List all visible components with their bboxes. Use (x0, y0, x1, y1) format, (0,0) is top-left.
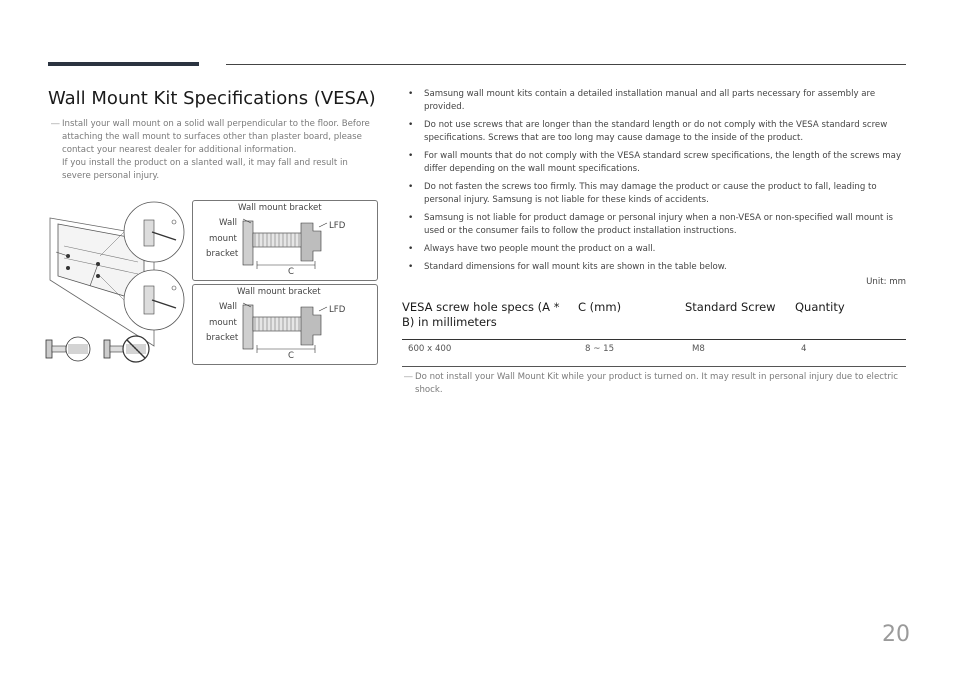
page-title: Wall Mount Kit Specifications (VESA) (48, 88, 376, 109)
list-item: • Standard dimensions for wall mount kits are shown in the table below. (402, 261, 908, 274)
screw-detail-box-top (192, 200, 378, 281)
note-line: severe personal injury. (62, 171, 160, 181)
table-cell-screw: M8 (692, 344, 705, 354)
note-dash: ― (404, 372, 413, 382)
note-line: If you install the product on a slanted wall, it may fall and result in (62, 158, 348, 168)
bracket-header: Wall mount bracket (238, 203, 322, 213)
bottom-note (404, 371, 909, 397)
list-item: • Do not use screws that are longer than the standard length or do not comply with the VESA standard screw specifications. Screws that are too long may cause damage to the inside of the product. (402, 119, 908, 145)
c-dimension-label: C (288, 351, 295, 361)
page-number: 20 (882, 622, 910, 647)
table-header-rule (402, 339, 906, 340)
c-dimension-label: C (288, 267, 295, 277)
note-line: contact your nearest dealer for additional information. (62, 145, 297, 155)
note-line: Install your wall mount on a solid wall perpendicular to the floor. Before (62, 119, 370, 129)
screw-ok-icon (44, 336, 94, 362)
screw-diagram (237, 297, 333, 355)
section-rule-accent (48, 62, 199, 66)
bracket-side-label: Wall (219, 302, 237, 312)
section-rule (226, 64, 906, 65)
lfd-label: LFD (329, 221, 346, 231)
left-note (51, 118, 382, 183)
unit-label: Unit: mm (866, 277, 906, 287)
precautions-list (402, 88, 908, 279)
screw-prohibited-icon (102, 334, 152, 364)
list-item: • Do not fasten the screws too firmly. This may damage the product or cause the product to fall, leading to personal injury. Samsung is not liable for these kinds of accidents. (402, 181, 908, 207)
screw-detail-box-bottom (192, 284, 378, 365)
note-line: attaching the wall mount to surfaces other than plaster board, please (62, 132, 362, 142)
bracket-side-label: mount (209, 318, 237, 328)
table-header-screw: Standard Screw (685, 300, 776, 314)
table-header-vesa: VESA screw hole specs (A * B) in millimeters (402, 300, 560, 329)
bracket-side-label: bracket (206, 249, 239, 259)
lfd-label: LFD (329, 305, 346, 315)
table-cell-quantity: 4 (801, 344, 807, 354)
table-cell-c: 8 ~ 15 (585, 344, 615, 354)
note-dash: ― (51, 119, 60, 129)
table-cell-vesa: 600 x 400 (408, 344, 452, 354)
list-item: • For wall mounts that do not comply with the VESA standard screw specifications, the length of the screws may differ depending on the wall mount specifications. (402, 150, 908, 176)
bracket-header: Wall mount bracket (237, 287, 321, 297)
note-text: Do not install your Wall Mount Kit while your product is turned on. It may result in personal injury due to electric shock. (415, 372, 898, 395)
table-header-c: C (mm) (578, 300, 622, 314)
list-item: • Always have two people mount the product on a wall. (402, 243, 908, 256)
bracket-side-label: bracket (206, 333, 239, 343)
screw-diagram (237, 213, 333, 271)
list-item: • Samsung wall mount kits contain a detailed installation manual and all parts necessary for assembly are provided. (402, 88, 908, 114)
list-item: • Samsung is not liable for product damage or personal injury when a non-VESA or non-specified wall mount is used or the consumer fails to follow the product installation instructions. (402, 212, 908, 238)
table-bottom-rule (402, 366, 906, 367)
bracket-side-label: mount (209, 234, 237, 244)
table-header-quantity: Quantity (795, 300, 845, 314)
bracket-side-label: Wall (219, 218, 237, 228)
